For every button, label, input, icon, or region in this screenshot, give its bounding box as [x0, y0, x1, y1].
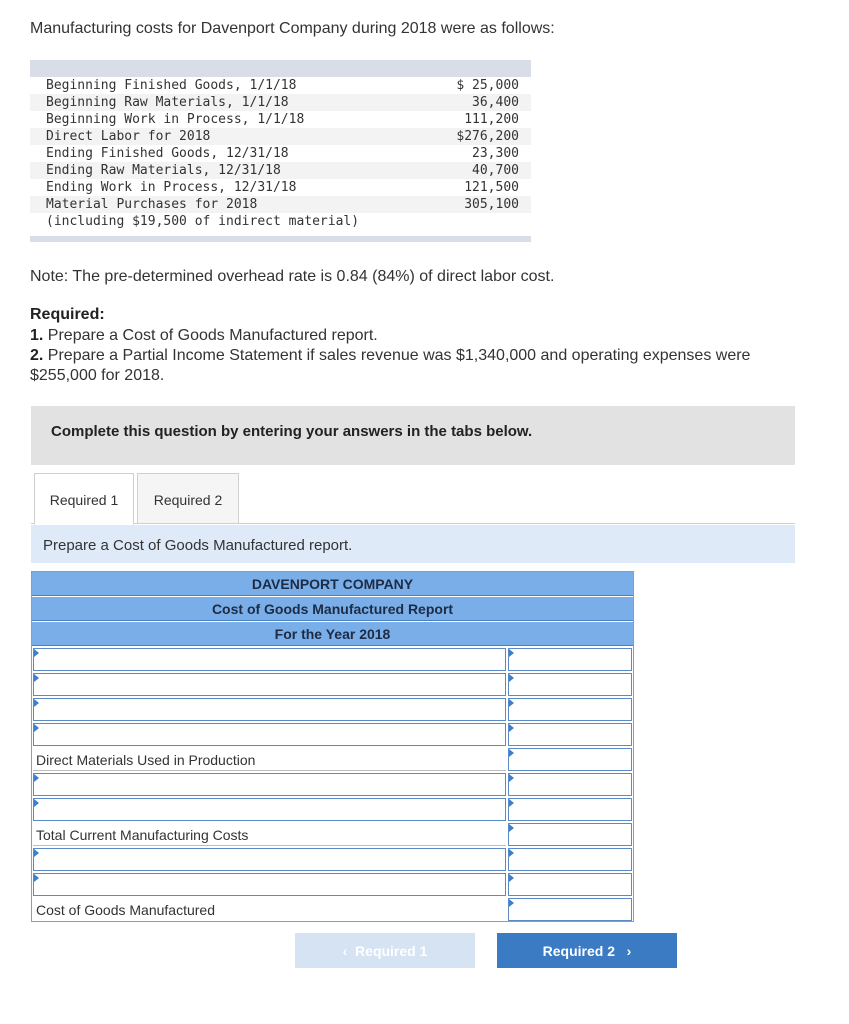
banner-text: Complete this question by entering your answers in the tabs below.	[51, 423, 533, 440]
tab-required-2[interactable]	[137, 473, 239, 524]
dropdown-indicator-icon	[34, 699, 39, 707]
cost-data-row	[30, 94, 531, 111]
tab-required-1[interactable]	[34, 473, 134, 525]
chevron-right-icon: ›	[626, 942, 632, 959]
cost-value: 305,100	[464, 197, 519, 212]
report-title	[32, 597, 633, 621]
cost-data-row	[30, 196, 531, 213]
required-item-text: Prepare a Cost of Goods Manufactured report.	[47, 327, 378, 344]
required-item-number: 2.	[30, 347, 44, 364]
report-company	[32, 572, 633, 596]
account-dropdown[interactable]	[33, 723, 506, 746]
total-label-cell	[33, 898, 506, 921]
amount-input[interactable]	[508, 723, 632, 746]
cost-data-row	[30, 111, 531, 128]
account-dropdown[interactable]	[33, 648, 506, 671]
intro-text: Manufacturing costs for Davenport Company during 2018 were as follows:	[30, 20, 555, 37]
cost-data-row	[30, 77, 531, 94]
cost-label: Beginning Finished Goods, 1/1/18	[46, 78, 297, 93]
report-period	[32, 622, 633, 646]
dropdown-indicator-icon	[34, 724, 39, 732]
total-label: Cost of Goods Manufactured	[36, 902, 215, 918]
report-row	[32, 847, 633, 872]
account-dropdown[interactable]	[33, 848, 506, 871]
amount-input[interactable]	[508, 873, 632, 896]
required-heading: Required:	[30, 306, 105, 323]
account-dropdown[interactable]	[33, 798, 506, 821]
amount-input[interactable]	[508, 848, 632, 871]
cost-data-row	[30, 128, 531, 145]
chevron-left-icon: ‹	[342, 942, 348, 959]
cost-label: Material Purchases for 2018	[46, 197, 258, 212]
cost-data-row	[30, 145, 531, 162]
report-row	[32, 722, 633, 747]
input-indicator-icon	[509, 699, 514, 707]
instruction-text: Prepare a Cost of Goods Manufactured report.	[43, 537, 353, 554]
report-row	[32, 647, 633, 672]
cost-label: (including $19,500 of indirect material)	[46, 214, 360, 229]
cost-value: 36,400	[472, 95, 519, 110]
next-tab-button[interactable]	[497, 933, 677, 968]
required-item-text: Prepare a Partial Income Statement if sales revenue was $1,340,000 and operating expenses were $255,000 for 2018.	[30, 347, 751, 384]
cost-data-row	[30, 179, 531, 196]
report-row	[32, 822, 633, 847]
input-indicator-icon	[509, 674, 514, 682]
report-row	[32, 672, 633, 697]
instructions-banner	[31, 406, 795, 465]
dropdown-indicator-icon	[34, 849, 39, 857]
amount-input[interactable]	[508, 823, 632, 846]
report-row	[32, 772, 633, 797]
input-indicator-icon	[509, 749, 514, 757]
cost-label: Beginning Work in Process, 1/1/18	[46, 112, 305, 127]
account-dropdown[interactable]	[33, 873, 506, 896]
prev-button-label: Required 1	[355, 942, 428, 959]
overhead-note: Note: The pre-determined overhead rate is 0.84 (84%) of direct labor cost.	[30, 268, 555, 285]
cost-label: Ending Raw Materials, 12/31/18	[46, 163, 281, 178]
report-row	[32, 872, 633, 897]
tab-instruction	[31, 525, 795, 563]
next-button-label: Required 2	[542, 942, 615, 959]
company-name: DAVENPORT COMPANY	[251, 576, 414, 592]
cost-data-row	[30, 213, 531, 230]
cost-value: $276,200	[456, 129, 519, 144]
amount-input[interactable]	[508, 648, 632, 671]
amount-input[interactable]	[508, 698, 632, 721]
required-item-2	[30, 346, 790, 386]
amount-input[interactable]	[508, 773, 632, 796]
amount-input[interactable]	[508, 748, 632, 771]
cost-value: 111,200	[464, 112, 519, 127]
report-row	[32, 897, 633, 922]
cost-label: Beginning Raw Materials, 1/1/18	[46, 95, 289, 110]
input-indicator-icon	[509, 899, 514, 907]
input-indicator-icon	[509, 774, 514, 782]
amount-input[interactable]	[508, 798, 632, 821]
input-indicator-icon	[509, 874, 514, 882]
input-indicator-icon	[509, 799, 514, 807]
cost-data-row	[30, 162, 531, 179]
dropdown-indicator-icon	[34, 799, 39, 807]
input-indicator-icon	[509, 724, 514, 732]
cost-data-table	[30, 60, 531, 242]
cost-label: Ending Work in Process, 12/31/18	[46, 180, 297, 195]
dropdown-indicator-icon	[34, 874, 39, 882]
cost-value: 121,500	[464, 180, 519, 195]
tab-label: Required 2	[153, 492, 223, 508]
dropdown-indicator-icon	[34, 649, 39, 657]
report-row	[32, 697, 633, 722]
cost-value: $ 25,000	[456, 78, 519, 93]
cost-value: 23,300	[472, 146, 519, 161]
tab-divider	[31, 523, 795, 524]
input-indicator-icon	[509, 649, 514, 657]
amount-input[interactable]	[508, 673, 632, 696]
cost-value: 40,700	[472, 163, 519, 178]
subtotal-label-cell	[33, 823, 506, 846]
dropdown-indicator-icon	[34, 774, 39, 782]
report-period-text: For the Year 2018	[274, 626, 391, 642]
required-item-1	[30, 326, 790, 346]
cost-label: Ending Finished Goods, 12/31/18	[46, 146, 289, 161]
report-row	[32, 747, 633, 772]
report-row	[32, 797, 633, 822]
account-dropdown[interactable]	[33, 773, 506, 796]
cost-label: Direct Labor for 2018	[46, 129, 211, 144]
report-title-text: Cost of Goods Manufactured Report	[211, 601, 454, 617]
subtotal-label-cell	[33, 748, 506, 771]
amount-input[interactable]	[508, 898, 632, 921]
account-dropdown[interactable]	[33, 673, 506, 696]
subtotal-label: Total Current Manufacturing Costs	[36, 827, 249, 843]
input-indicator-icon	[509, 849, 514, 857]
cogm-report	[31, 571, 634, 922]
input-indicator-icon	[509, 824, 514, 832]
required-item-number: 1.	[30, 327, 44, 344]
tab-label: Required 1	[49, 492, 119, 508]
dropdown-indicator-icon	[34, 674, 39, 682]
prev-tab-button[interactable]	[295, 933, 475, 968]
subtotal-label: Direct Materials Used in Production	[36, 752, 256, 768]
account-dropdown[interactable]	[33, 698, 506, 721]
